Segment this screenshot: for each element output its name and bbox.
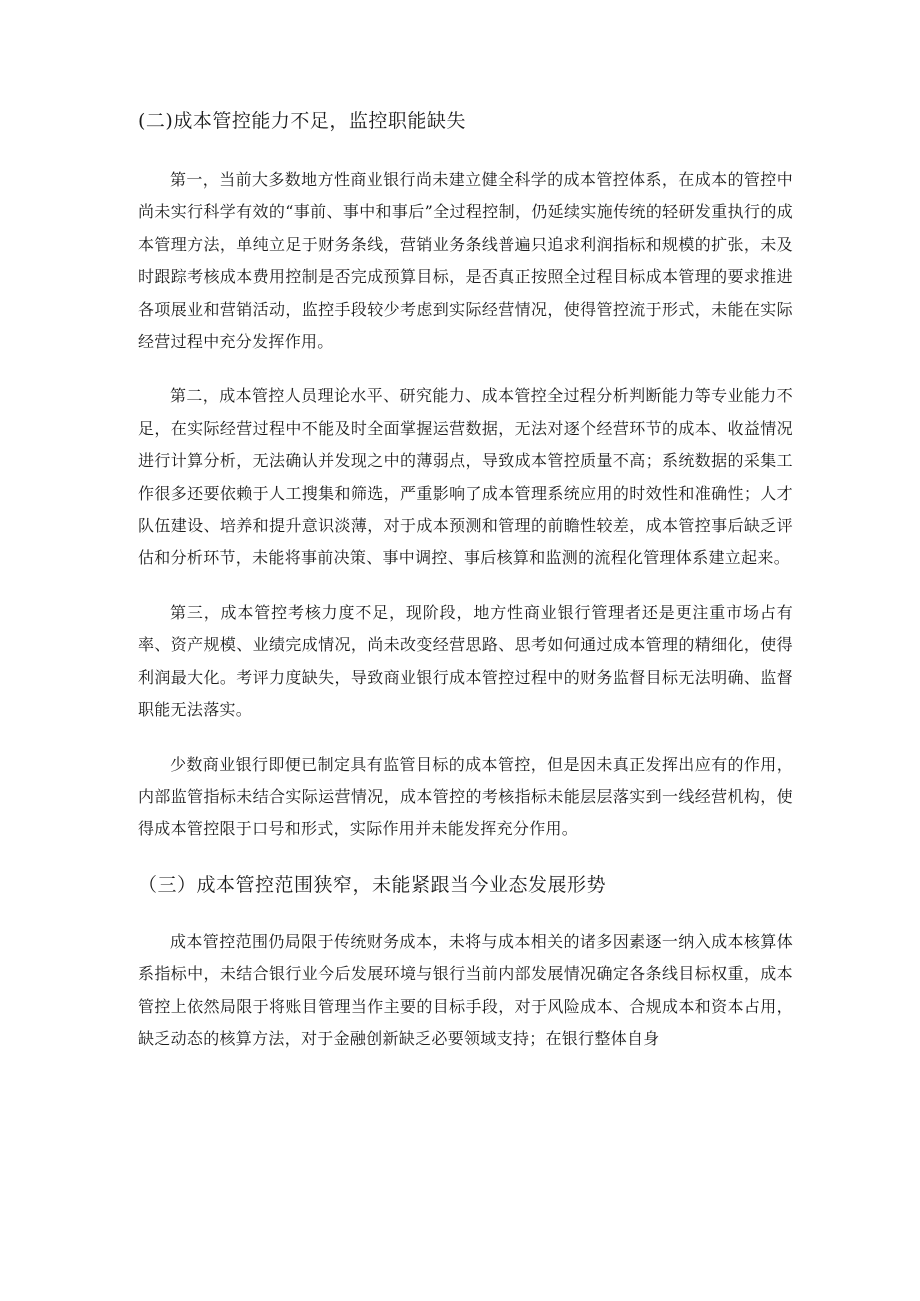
paragraph-scope: 成本管控范围仍局限于传统财务成本，未将与成本相关的诸多因素逐一纳入成本核算体系指标中，未结合银行业今后发展环境与银行当前内部发展情况确定各条线目标权重，成本管控上依然局限于将账目管理当作主要的目标手段，对于风险成本、合规成本和资本占用，缺乏动态的核算方法，对于金融创新缺乏必要领域支持；在银行整体自身 <box>138 931 793 1048</box>
document-body <box>138 104 793 1077</box>
section-heading-3: （三）成本管控范围狭窄，未能紧跟当今业态发展形势 <box>138 873 607 896</box>
paragraph-fourth: 少数商业银行即便已制定具有监管目标的成本管控，但是因未真正发挥出应有的作用，内部监管指标未结合实际运营情况，成本管控的考核指标未能层层落实到一线经营机构，使得成本管控限于口号和形式，实际作用并未能发挥充分作用。 <box>138 754 793 839</box>
paragraph-second: 第二，成本管控人员理论水平、研究能力、成本管控全过程分析判断能力等专业能力不足，在实际经营过程中不能及时全面掌握运营数据，无法对逐个经营环节的成本、收益情况进行计算分析，无法确认并发现之中的薄弱点，导致成本管控质量不高；系统数据的采集工作很多还要依赖于人工搜集和筛选，严重影响了成本管理系统应用的时效性和准确性；人才队伍建设、培养和提升意识淡薄，对于成本预测和管理的前瞻性较差，成本管控事后缺乏评估和分析环节，未能将事前决策、事中调控、事后核算和监测的流程化管理体系建立起来。 <box>138 386 793 568</box>
paragraph-third: 第三，成本管控考核力度不足，现阶段，地方性商业银行管理者还是更注重市场占有率、资产规模、业绩完成情况，尚未改变经营思路、思考如何通过成本管理的精细化，使得利润最大化。考评力度缺失，导致商业银行成本管控过程中的财务监督目标无法明确、监督职能无法落实。 <box>138 602 793 720</box>
section-heading-2: (二)成本管控能力不足，监控职能缺失 <box>138 110 466 132</box>
paragraph-first: 第一，当前大多数地方性商业银行尚未建立健全科学的成本管控体系，在成本的管控中尚未实行科学有效的“事前、事中和事后”全过程控制，仍延续实施传统的轻研发重执行的成本管理方法，单纯立足于财务条线，营销业务条线普遍只追求利润指标和规模的扩张，未及时跟踪考核成本费用控制是否完成预算目标，是否真正按照全过程目标成本管理的要求推进各项展业和营销活动，监控手段较少考虑到实际经营情况，使得管控流于形式，未能在实际经营过程中充分发挥作用。 <box>138 170 793 352</box>
